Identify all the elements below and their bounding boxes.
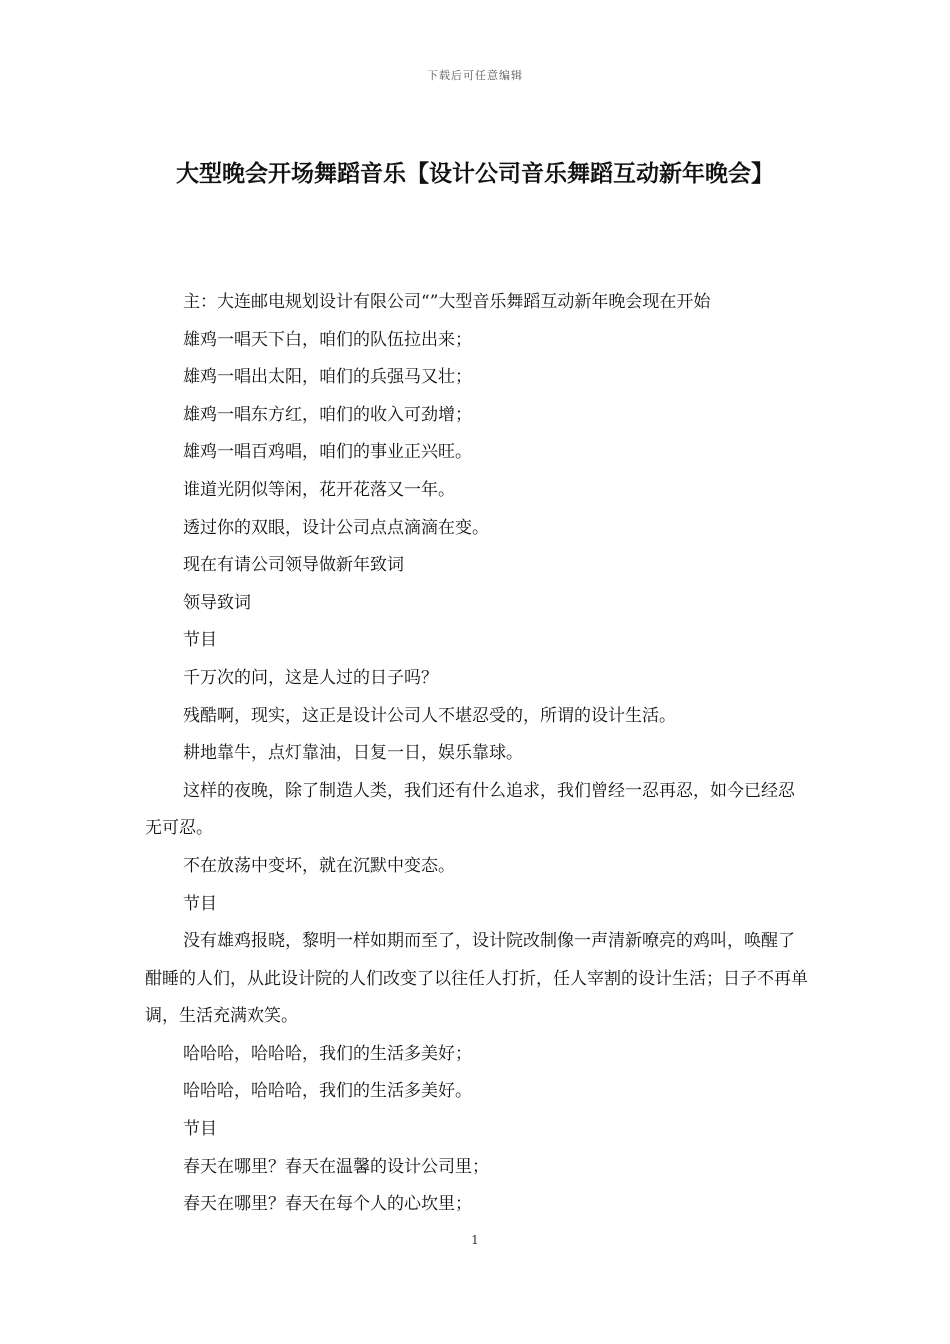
paragraph: 雄鸡一唱出太阳，咱们的兵强马又壮； (183, 367, 472, 388)
paragraph: 雄鸡一唱天下白，咱们的队伍拉出来； (183, 329, 472, 350)
paragraph: 残酷啊，现实，这正是设计公司人不堪忍受的，所谓的设计生活。 (183, 705, 676, 726)
paragraph: 耕地靠牛，点灯靠油，日复一日，娱乐靠球。 (183, 743, 523, 764)
paragraph: 节目 (183, 630, 217, 651)
paragraph: 现在有请公司领导做新年致词 (183, 555, 404, 576)
document-body (145, 284, 810, 1224)
paragraph: 主：大连邮电规划设计有限公司“”大型音乐舞蹈互动新年晚会现在开始 (183, 292, 711, 312)
paragraph: 哈哈哈，哈哈哈，我们的生活多美好。 (183, 1081, 472, 1102)
paragraph: 雄鸡一唱百鸡唱，咱们的事业正兴旺。 (183, 442, 472, 463)
paragraph: 没有雄鸡报晓，黎明一样如期而至了，设计院改制像一声清新嘹亮的鸡叫，唤醒了酣睡的人们，从此设计院的人们改变了以往任人打折，任人宰割的设计生活；日子不再单调，生活充满欢笑。 (145, 931, 808, 1027)
paragraph: 节目 (183, 893, 217, 914)
paragraph: 春天在哪里？春天在温馨的设计公司里； (183, 1156, 489, 1177)
paragraph: 哈哈哈，哈哈哈，我们的生活多美好； (183, 1043, 472, 1064)
header-note: 下载后可任意编辑 (427, 69, 523, 82)
paragraph: 春天在哪里？春天在每个人的心坎里； (183, 1194, 472, 1215)
paragraph: 谁道光阴似等闲，花开花落又一年。 (183, 479, 455, 500)
paragraph: 节目 (183, 1119, 217, 1140)
paragraph: 千万次的问，这是人过的日子吗？ (183, 667, 438, 688)
paragraph: 透过你的双眼，设计公司点点滴滴在变。 (183, 517, 489, 538)
document-title: 大型晚会开场舞蹈音乐【设计公司音乐舞蹈互动新年晚会】 (176, 160, 774, 187)
paragraph: 领导致词 (183, 592, 251, 613)
paragraph: 雄鸡一唱东方红，咱们的收入可劲增； (183, 404, 472, 425)
page-number: 1 (471, 1233, 479, 1247)
paragraph: 这样的夜晚，除了制造人类，我们还有什么追求，我们曾经一忍再忍，如今已经忍无可忍。 (145, 780, 795, 839)
paragraph: 不在放荡中变坏，就在沉默中变态。 (183, 855, 455, 876)
